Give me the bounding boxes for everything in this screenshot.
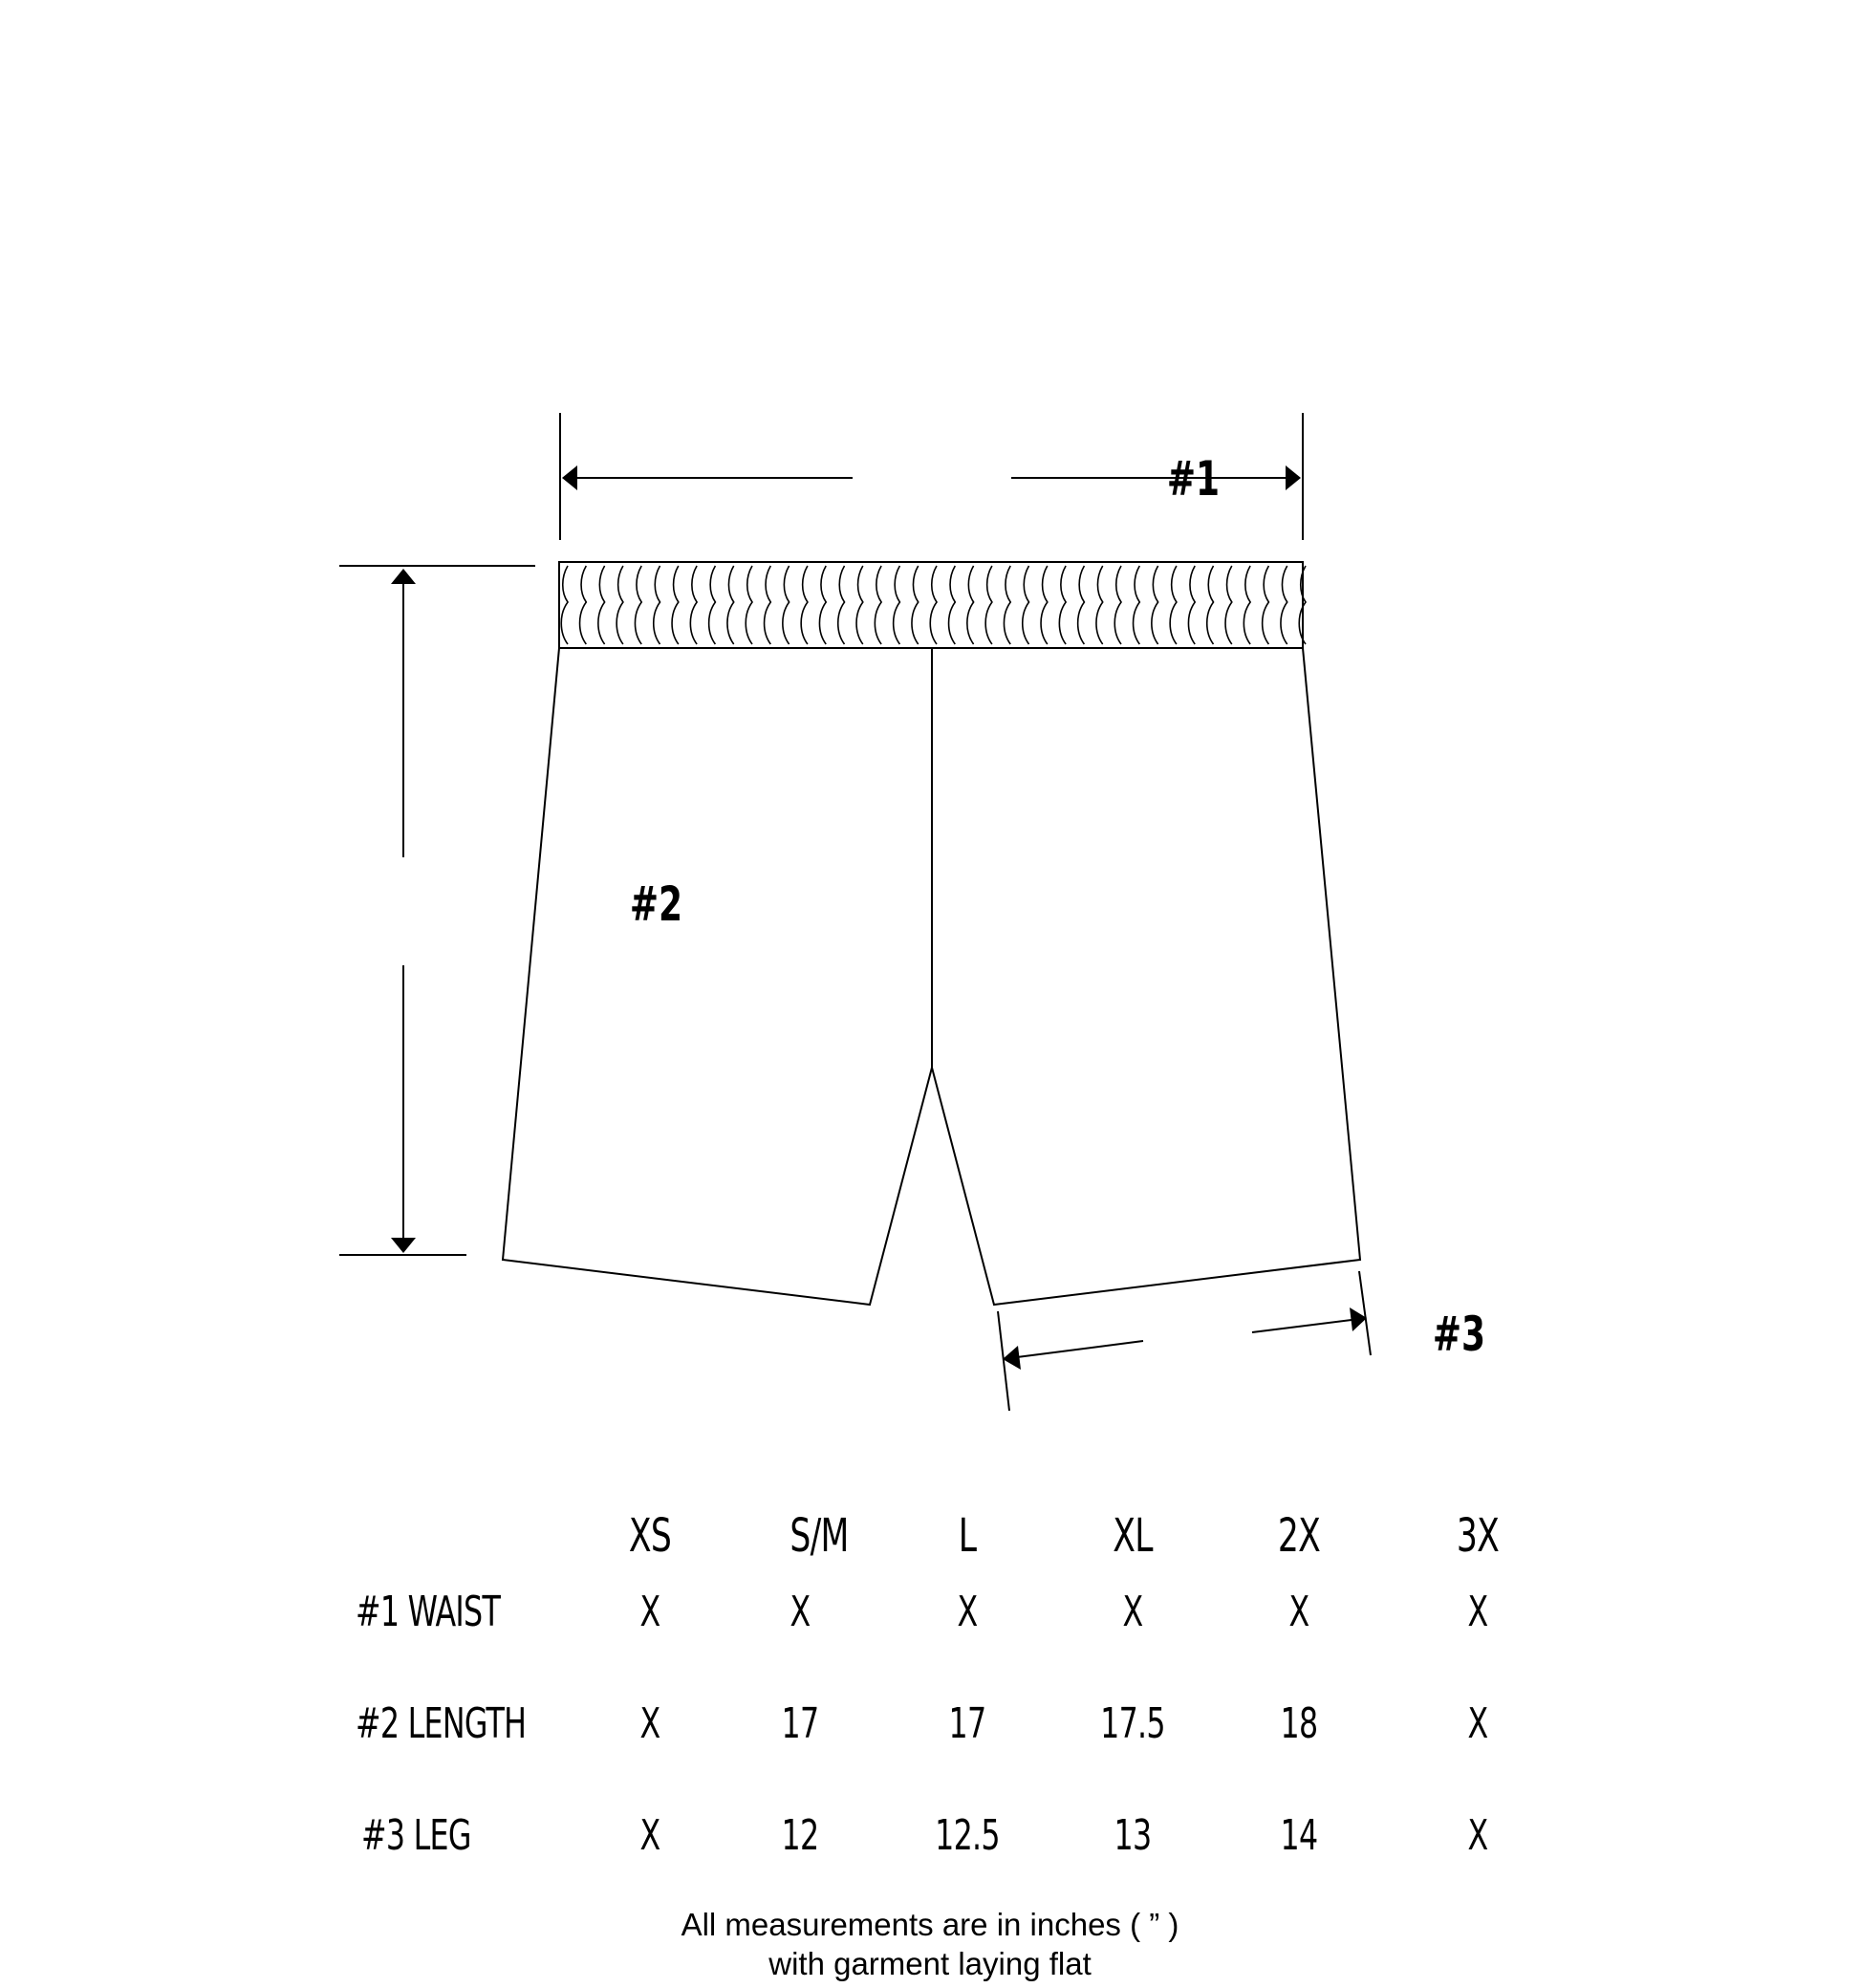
ribbing-loop [1023, 566, 1029, 644]
ribbing-loop [672, 566, 679, 644]
ribbing-loop [819, 566, 826, 644]
ribbing-loop [765, 566, 771, 644]
ribbing-loop [838, 566, 845, 644]
table-cell: X [639, 1588, 660, 1636]
ribbing-loop [783, 566, 789, 644]
ribbing-loop [894, 566, 900, 644]
ribbing-loop [654, 566, 660, 644]
length-dimension [339, 566, 535, 1255]
table-cell: X [957, 1588, 978, 1636]
ribbing-loop [1263, 566, 1269, 644]
size-header-3x: 3X [1456, 1509, 1500, 1563]
ribbing-loop [985, 566, 992, 644]
table-cell: 12 [781, 1811, 819, 1860]
ribbing-loop [598, 566, 605, 644]
table-cell: 18 [1280, 1699, 1318, 1748]
leg-dimension [998, 1271, 1371, 1411]
ribbing-loop [1078, 566, 1085, 644]
size-header-xl: XL [1113, 1509, 1153, 1563]
measurement-note-line-2: with garment laying flat [768, 1946, 1092, 1981]
ribbing-loop [1188, 566, 1195, 644]
table-cell: X [1467, 1588, 1488, 1636]
ribbing-loop [1281, 566, 1287, 644]
ribbing-loop [1059, 566, 1066, 644]
table-cell: 17.5 [1100, 1699, 1165, 1748]
waist-dimension-label: #1 [1166, 452, 1221, 508]
table-cell: X [1288, 1588, 1309, 1636]
ribbing-loop [949, 566, 956, 644]
ribbing-loop [875, 566, 881, 644]
size-header-sm: S/M [789, 1509, 849, 1563]
row-label-length: #2 LENGTH [356, 1699, 527, 1748]
ribbing-loop [801, 566, 808, 644]
table-cell: X [639, 1699, 660, 1748]
ribbing-loop [1170, 566, 1177, 644]
table-cell: 14 [1280, 1811, 1318, 1860]
ribbing-loop [930, 566, 937, 644]
table-cell: X [1467, 1811, 1488, 1860]
ribbing-loop [1225, 566, 1232, 644]
table-cell: X [789, 1588, 811, 1636]
size-header-l: L [958, 1509, 977, 1563]
ribbing-loop [561, 566, 568, 644]
ribbing-loop [1244, 566, 1250, 644]
table-cell: 17 [781, 1699, 819, 1748]
ribbing-loop [967, 566, 974, 644]
row-label-waist: #1 WAIST [356, 1588, 501, 1636]
ribbing-loop [709, 566, 716, 644]
ribbing-loop [1207, 566, 1214, 644]
ribbing-loop [727, 566, 734, 644]
arrow-left-icon [562, 465, 577, 490]
row-label-leg: #3 LEG [361, 1811, 471, 1860]
ribbing-loop [856, 566, 863, 644]
arrow-down-icon [391, 1238, 416, 1253]
table-cell: 12.5 [935, 1811, 1000, 1860]
ribbing-loop [1152, 566, 1158, 644]
table-cell: X [1467, 1699, 1488, 1748]
table-cell: X [1122, 1588, 1143, 1636]
table-cell: 17 [948, 1699, 986, 1748]
measurement-note-line-1: All measurements are in inches ( ” ) [681, 1907, 1179, 1942]
table-cell: 13 [1114, 1811, 1152, 1860]
table-cell: X [639, 1811, 660, 1860]
waistband-ribbing [561, 566, 1306, 644]
ribbing-loop [746, 566, 752, 644]
ribbing-loop [1134, 566, 1140, 644]
size-header-xs: XS [628, 1509, 672, 1563]
ribbing-loop [690, 566, 697, 644]
leg-dimension-label: #3 [1432, 1307, 1486, 1363]
shorts-outline [503, 562, 1360, 1305]
ribbing-loop [1114, 566, 1121, 644]
ribbing-loop [580, 566, 587, 644]
arrow-up-icon [391, 569, 416, 584]
arrow-leg-left-icon [1003, 1346, 1021, 1370]
ribbing-loop [635, 566, 641, 644]
ribbing-loop [1096, 566, 1103, 644]
ribbing-loop [912, 566, 919, 644]
ribbing-loop [1004, 566, 1010, 644]
ribbing-loop [616, 566, 623, 644]
arrow-right-icon [1286, 465, 1301, 490]
length-dimension-label: #2 [629, 877, 683, 933]
ribbing-loop [1041, 566, 1048, 644]
size-header-2x: 2X [1277, 1509, 1321, 1563]
